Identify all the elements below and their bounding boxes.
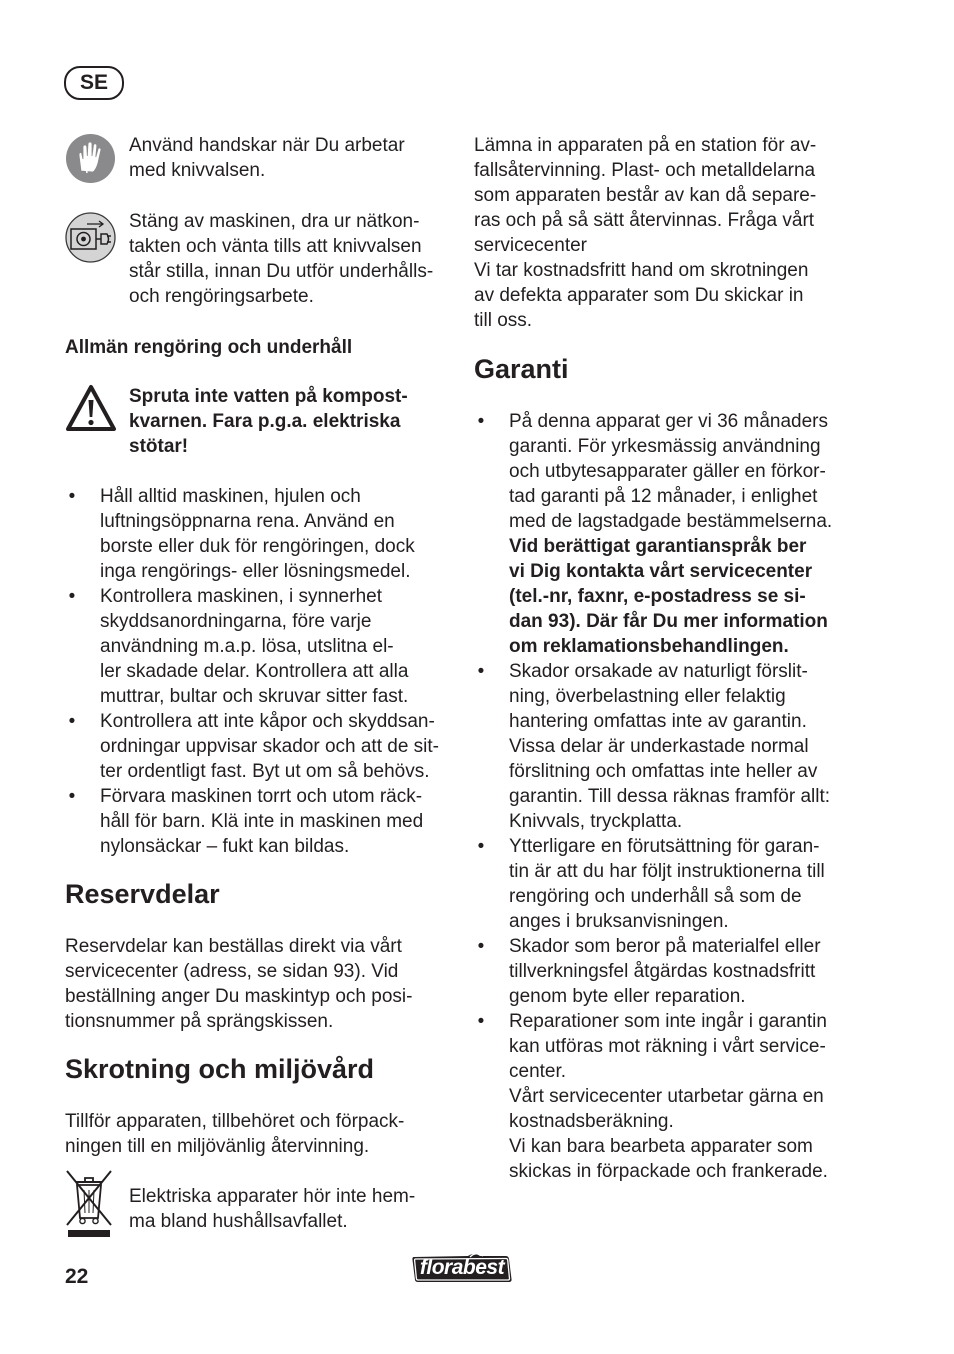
text-line: servicecenter [474,235,587,256]
text-line: tin är att du har följt instruktionerna till [509,861,825,882]
text-line: garanti. För yrkesmässig användning [509,436,821,457]
disposal-heading: Skrotning och miljövård [65,1054,375,1084]
list-item [474,834,832,934]
text-line: av defekta apparater som Du skickar in [474,285,804,306]
list-item [474,409,832,659]
text-line: och utbytesapparater gäller en förkor- [509,461,826,482]
text-line: Elektriska apparater hör inte hem- [129,1186,416,1207]
text-line: Lämna in apparaten på en station för av- [474,135,817,156]
text-line: tionsnummer på sprängskissen. [65,1011,334,1032]
list-item [474,934,832,1009]
warning-text [129,384,408,459]
text-line: nylonsäckar – fukt kan bildas. [100,836,350,857]
florabest-logo [410,1251,514,1284]
weee-text [129,1184,415,1234]
crossed-out-bin-icon [64,1168,114,1240]
text-line: rengöring och underhåll så som de [509,886,802,907]
bullet: • [477,411,485,432]
text-line-bold: dan 93). Där får Du mer information [509,611,828,632]
text-line: garantin. Till dessa räknas framför allt: [509,786,831,807]
text-line-bold: vi Dig kontakta vårt servicecenter [509,561,813,582]
text-line: Kontrollera maskinen, i synnerhet [100,586,382,607]
text-line: Knivvals, tryckplatta. [509,811,683,832]
text-line: muttrar, bultar och skruvar sitter fast. [100,686,409,707]
bullet: • [68,486,76,507]
list-item [474,659,832,834]
list-item [65,709,439,784]
spare-parts-heading: Reservdelar [65,879,220,909]
disposal-text [65,1109,404,1159]
cleaning-heading: Allmän rengöring och underhåll [65,337,353,358]
warranty-bullet-list [474,409,832,1184]
text-line: skickas in förpackade och frankerade. [509,1161,828,1182]
logo-text: florabest [419,1256,505,1279]
text-line: beställning anger Du maskintyp och posi- [65,986,413,1007]
text-line: Använd handskar när Du arbetar [129,135,405,156]
gloves-icon [65,133,116,184]
bullet: • [68,711,76,732]
text-line: tillverkningsfel åtgärdas kostnadsfritt [509,961,816,982]
text-line: kan utföras mot räkning i vårt service- [509,1036,826,1057]
text-line: Förvara maskinen torrt och utom räck- [100,786,423,807]
text-line-bold: (tel.-nr, faxnr, e-postadress se si- [509,586,806,607]
unplug-icon [65,212,116,263]
text-line: står stilla, innan Du utför underhålls- [129,261,434,282]
text-line: Spruta inte vatten på kompost- [129,386,408,407]
text-line: ler skadade delar. Kontrollera att alla [100,661,409,682]
bullet: • [68,786,76,807]
list-item [474,1009,832,1184]
text-line: Vårt servicecenter utarbetar gärna en [509,1086,824,1107]
text-line: Skador orsakade av naturligt förslit- [509,661,808,682]
text-line: Vi tar kostnadsfritt hand om skrotningen [474,260,809,281]
text-line: luftningsöppnarna rena. Använd en [100,511,395,532]
text-line: ras och på så sätt återvinnas. Fråga vårt [474,210,815,231]
text-line: hantering omfattas inte av garantin. [509,711,807,732]
text-line: ma bland hushållsavfallet. [129,1211,348,1232]
text-line: borste eller duk för rengöringen, dock [100,536,415,557]
text-line: skyddsanordningarna, före varje [100,611,372,632]
text-line: och rengöringsarbete. [129,286,314,307]
bullet: • [477,936,485,957]
bullet: • [477,836,485,857]
text-line: Reservdelar kan beställas direkt via vårt [65,936,402,957]
list-item [65,784,439,859]
bullet: • [68,586,76,607]
text-line: Tillför apparaten, tillbehöret och förpack- [65,1111,405,1132]
text-line: ning, överbelastning eller felaktig [509,686,786,707]
text-line: Vi kan bara bearbeta apparater som [509,1136,813,1157]
text-line: takten och vänta tills att knivvalsen [129,236,422,257]
text-line: center. [509,1061,567,1082]
text-line: förslitning och omfattas inte heller av [509,761,818,782]
text-line: servicecenter (adress, se sidan 93). Vid [65,961,399,982]
text-line: Håll alltid maskinen, hjulen och [100,486,361,507]
cleaning-bullet-list [65,484,439,859]
gloves-safety-text [129,133,405,183]
text-line: ter ordentligt fast. Byt ut om så behövs. [100,761,430,782]
language-badge: SE [64,66,124,100]
text-line: tad garanti på 12 månader, i enlighet [509,486,818,507]
text-line: med knivvalsen. [129,160,266,181]
spare-parts-text [65,934,412,1034]
unplug-safety-text [129,209,433,309]
text-line: till oss. [474,310,533,331]
list-item [65,584,439,709]
text-line: fallsåtervinning. Plast- och metalldelarna [474,160,816,181]
bullet: • [477,1011,485,1032]
warning-triangle-icon [65,384,117,433]
text-line: håll för barn. Klä inte in maskinen med [100,811,424,832]
text-line: Ytterligare en förutsättning för garan- [509,836,820,857]
text-line: Stäng av maskinen, dra ur nätkon- [129,211,420,232]
text-line: Skador som beror på materialfel eller [509,936,821,957]
text-line-bold: Vid berättigat garantianspråk ber [509,536,807,557]
text-line: inga rengörings- eller lösningsmedel. [100,561,411,582]
text-line: Kontrollera att inte kåpor och skyddsan- [100,711,435,732]
text-line: Vissa delar är underkastade normal [509,736,809,757]
text-line: anges i bruksanvisningen. [509,911,729,932]
bullet: • [477,661,485,682]
warranty-heading: Garanti [474,354,569,384]
text-line: Reparationer som inte ingår i garantin [509,1011,827,1032]
list-item [65,484,439,584]
text-line: På denna apparat ger vi 36 månaders [509,411,828,432]
recycling-text [474,133,816,333]
text-line-bold: om reklamationsbehandlingen. [509,636,789,657]
text-line: kostnadsberäkning. [509,1111,674,1132]
text-line: genom byte eller reparation. [509,986,746,1007]
text-line: ordningar uppvisar skador och att de sit- [100,736,440,757]
page-number: 22 [65,1265,89,1288]
text-line: kvarnen. Fara p.g.a. elektriska [129,411,401,432]
text-line: användning m.a.p. lösa, utslitna el- [100,636,394,657]
text-line: med de lagstadgade bestämmelserna. [509,511,833,532]
text-line: stötar! [129,436,189,457]
text-line: som apparaten består av kan då separe- [474,185,817,206]
text-line: ningen till en miljövänlig återvinning. [65,1136,370,1157]
